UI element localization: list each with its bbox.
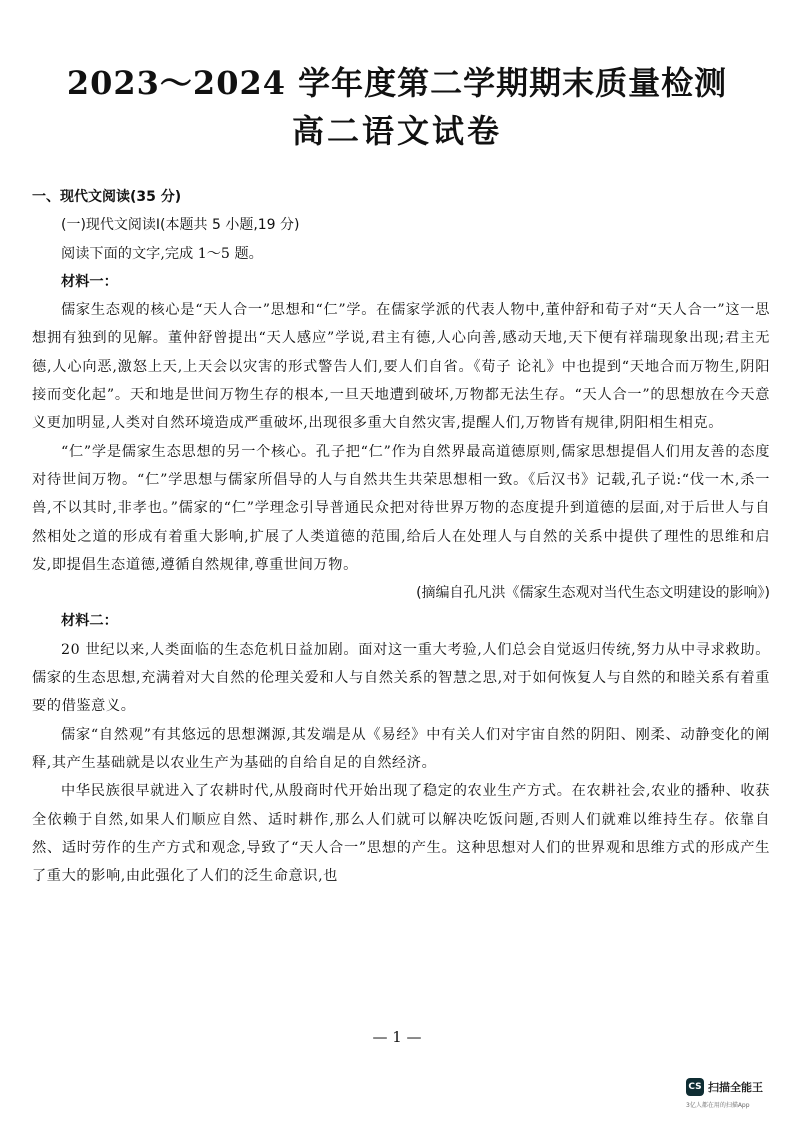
watermark-app-name: 扫描全能王 (708, 1081, 763, 1094)
exam-title: 2023～2024 学年度第二学期期末质量检测 (66, 64, 728, 102)
material-1-source: (摘编自孔凡洪《儒家生态观对当代生态文明建设的影响》) (416, 585, 770, 602)
camscanner-logo-icon: CS (686, 1078, 704, 1096)
material-2-label: 材料二： (61, 613, 118, 630)
material-2-paragraph: 中华民族很早就进入了农耕时代,从殷商时代开始出现了稳定的农业生产方式。在农耕社会,农业的播种、收获全依赖于自然,如果人们顺应自然、适时耕作,那么人们就可以解决吃饭问题,否则人们就难以维持生存。依靠自然、适时劳作的生产方式和观念,导致了“天人合一”思想的产生。这种思想对人们的世界观和思维方式的形成产生了重大的影响,由此强化了人们的泛生命意识,也 (32, 783, 770, 885)
material-2-paragraph: 儒家“自然观”有其悠远的思想渊源,其发端是从《易经》中有关人们对宇宙自然的阴阳、刚柔、动静变化的阐释,其产生基础就是以农业生产为基础的自给自足的自然经济。 (32, 726, 770, 771)
subsection-heading: (一)现代文阅读Ⅰ(本题共 5 小题,19 分) (61, 217, 300, 234)
scanner-watermark (686, 1078, 790, 1114)
material-1-label: 材料一： (61, 273, 118, 290)
watermark-tagline: 3亿人都在用的扫描App (686, 1102, 750, 1109)
reading-instruction: 阅读下面的文字,完成 1～5 题。 (61, 245, 263, 262)
exam-subtitle: 高二语文试卷 (291, 112, 502, 150)
page-number: — 1 — (372, 1028, 422, 1046)
material-2-paragraph: 20 世纪以来,人类面临的生态危机日益加剧。面对这一重大考验,人们总会自觉返归传统,努力从中寻求救助。儒家的生态思想,充满着对大自然的伦理关爱和人与自然关系的智慧之思,对于如何恢复人与自然的和睦关系有着重要的借鉴意义。 (32, 641, 770, 715)
material-1-paragraph: 儒家生态观的核心是“天人合一”思想和“仁”学。在儒家学派的代表人物中,董仲舒和荀子对“天人合一”这一思想拥有独到的见解。董仲舒曾提出“天人感应”学说,君主有德,人心向善,感动天地,天下便有祥瑞现象出现;君主无德,人心向恶,激怒上天,上天会以灾害的形式警告人们,要人们自省。《荀子 论礼》中也提到“天地合而万物生,阴阳接而变化起”。天和地是世间万物生存的根本,一旦天地遭到破坏,万物都无法生存。“天人合一”的思想放在今天意义更加明显,人类对自然环境造成严重破坏,出现很多重大自然灾害,提醒人们,万物皆有规律,阴阳相生相克。 (32, 302, 770, 432)
exam-content (32, 183, 770, 890)
material-1-paragraph: “仁”学是儒家生态思想的另一个核心。孔子把“仁”作为自然界最高道德原则,儒家思想提倡人们用友善的态度对待世间万物。“仁”学思想与儒家所倡导的人与自然共生共荣思想相一致。《后汉书》记载,孔子说:“伐一木,杀一兽,不以其时,非孝也。”儒家的“仁”学理念引导普通民众把对待世界万物的态度提升到道德的层面,对于后世人与自然相处之道的形成有着重大影响,扩展了人类道德的范围,给后人在处理人与自然的关系中提供了理性的思维和启发,即提倡生态道德,遵循自然规律,尊重世间万物。 (32, 443, 770, 573)
section-heading: 一、现代文阅读(35 分) (32, 189, 182, 205)
